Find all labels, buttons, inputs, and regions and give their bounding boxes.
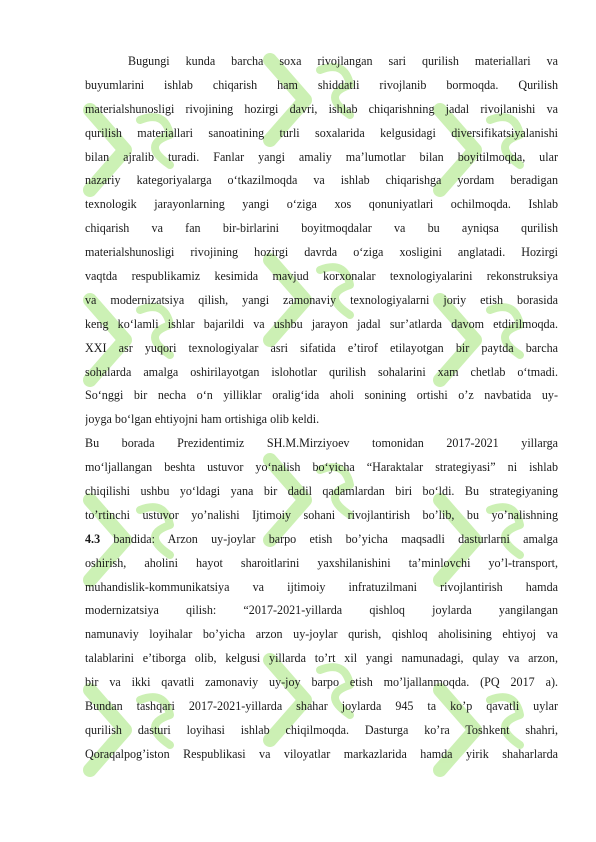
text-line: namunaviy loyihalar bo’yicha arzon uy-joylar qurish, qishloq aholisining ehtiyoj va: [85, 627, 558, 642]
text-line: So‘nggi bir necha o‘n yilliklar oralig‘ida aholi sonining ortishi o’z navbatida uy-: [85, 388, 558, 403]
text-line: Bundan tashqari 2017-2021-yillarda shahar joylarda 945 ta ko’p qavatli uylar: [85, 699, 558, 714]
text-line: to’rtinchi ustuvor yo’nalishi Ijtimoiy sohani rivojlantirish bo’lib, bu yo’nalishning: [85, 507, 558, 522]
text-line: keng ko‘lamli ishlar bajarildi va ushbu jarayon jadal sur’atlarda davom etdirilmoqda.: [85, 316, 558, 331]
text-line: talablarini e’tiborga olib, kelgusi yillarda to’rt xil yangi namunadagi, qulay va arzon,: [85, 651, 558, 666]
text-line: materialshunosligi rivojining hozirgi davri, ishlab chiqarishning jadal rivojlanishi va: [85, 101, 558, 116]
text-line: bir va ikki qavatli zamonaviy uy-joy barpo etish mo’ljallanmoqda. (PQ 2017 a).: [85, 675, 558, 690]
text-line: nazariy kategoriyalarga o‘tkazilmoqda va ishlab chiqarishga yordam beradigan: [85, 173, 558, 188]
text-line: buyumlarini ishlab chiqarish ham shiddatli rivojlanib bormoqda. Qurilish: [85, 77, 558, 92]
text-line: oshirish, aholini hayot sharoitlarini yaxshilanishini ta’minlovchi yo’l-transport,: [85, 555, 558, 570]
text-line: modernizatsiya qilish: “2017-2021-yillarda qishloq joylarda yangilangan: [85, 603, 558, 618]
text-line: vaqtda respublikamiz kesimida mavjud korxonalar texnologiyalarini rekonstruksiya: [85, 269, 558, 284]
text-line: joyga bo‘lgan ehtiyojni ham ortishiga olib keldi.: [85, 412, 320, 427]
text-line: qurilish materiallari sanoatining turli soxalarida kelgusidagi diversifikatsiyalanishi: [85, 125, 558, 140]
text-line: Qoraqalpog’iston Respublikasi va viloyatlar markazlarida hamda yirik shaharlarda: [85, 746, 558, 761]
text-line: qurilish dasturi loyihasi ishlab chiqilmoqda. Dasturga ko’ra Toshkent shahri,: [85, 722, 558, 737]
document-body: [85, 50, 558, 767]
text-line: va modernizatsiya qilish, yangi zamonaviy texnologiyalarni joriy etish borasida: [85, 292, 558, 307]
text-line: [85, 528, 558, 552]
text-line: Bugungi kunda barcha soxa rivojlangan sari qurilish materiallari va: [128, 54, 558, 68]
text-line: texnologik jarayonlarning yangi o‘ziga xos qonuniyatlari ochilmoqda. Ishlab: [85, 197, 558, 212]
text-line: chiqarish va fan bir-birlarini boyitmoqdalar va bu ayniqsa qurilish: [85, 221, 558, 236]
text-line: materialshunosligi rivojining hozirgi davrda o‘ziga xosligini anglatadi. Hozirgi: [85, 245, 558, 260]
text-line: chiqilishi ushbu yo‘ldagi yana bir dadil qadamlardan biri bo‘ldi. Bu strategiyaning: [85, 484, 558, 499]
text-line: mo‘ljallangan beshta ustuvor yo‘nalish bo‘yicha “Haraktalar strategiyasi” ni ishlab: [85, 460, 558, 475]
text-fragment: bandida: Arzon uy-joylar barpo etish bo’yicha maqsadli dasturlarni amalga: [100, 531, 558, 546]
bold-section-number: 4.3: [85, 531, 101, 546]
text-line: XXI asr yuqori texnologiyalar asri sifatida e’tirof etilayotgan bir paytda barcha: [85, 340, 558, 355]
text-line: bilan ajralib turadi. Fanlar yangi amaliy ma’lumotlar bilan boyitilmoqda, ular: [85, 149, 558, 164]
text-line: sohalarda amalga oshirilayotgan islohotlar qurilish sohalarini xam chetlab o‘tmadi.: [85, 364, 558, 379]
text-line: Bu borada Prezidentimiz SH.M.Mirziyoev tomonidan 2017-2021 yillarga: [85, 436, 558, 451]
text-line: muhandislik-kommunikatsiya va ijtimoiy infratuzilmani rivojlantirish hamda: [85, 579, 558, 594]
